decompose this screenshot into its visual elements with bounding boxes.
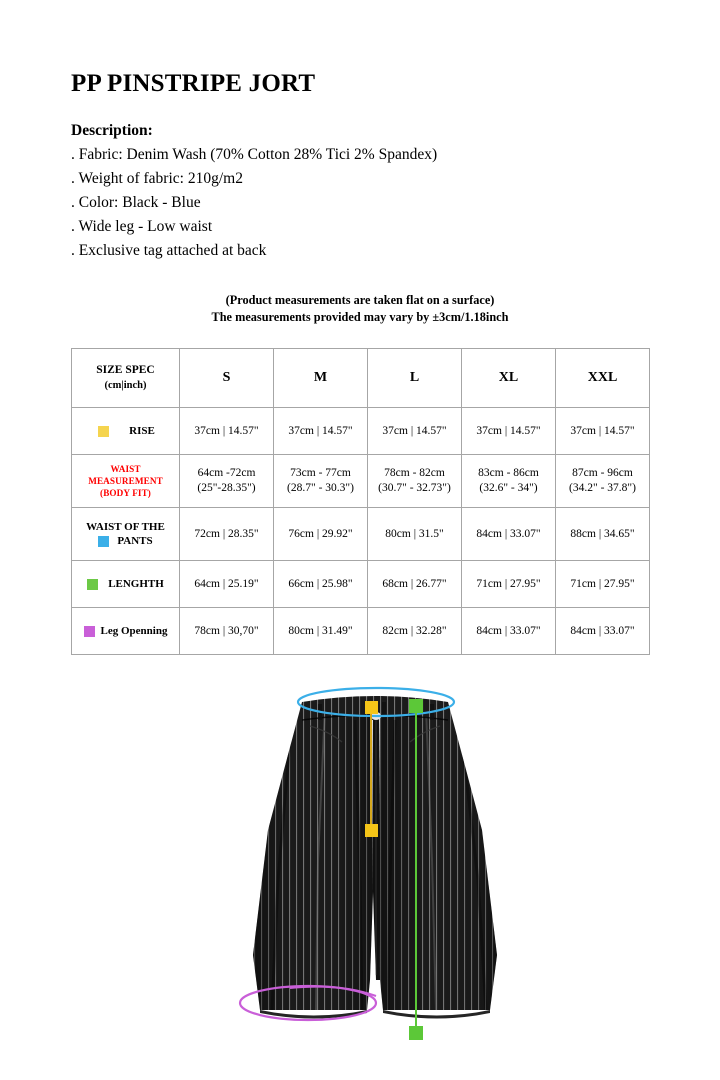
header-size-s: S — [180, 349, 274, 408]
rise-color-swatch-icon — [98, 426, 109, 437]
row-label-waist-of-the-pants-line1: WAIST OF THE — [86, 520, 165, 533]
size-spec-table — [71, 348, 649, 655]
description-line-weight: . Weight of fabric: 210g/m2 — [71, 170, 243, 187]
description-line-tag: . Exclusive tag attached at back — [71, 242, 267, 259]
waist-of-the-pants-value-m: 76cm | 29.92" — [274, 508, 368, 561]
rise-handle-top-icon — [365, 701, 378, 714]
waist-of-the-pants-value-xl: 84cm | 33.07" — [462, 508, 556, 561]
rise-handle-bottom-icon — [365, 824, 378, 837]
description-block — [71, 120, 631, 263]
waist-measurement-value-s-in: (25"-28.35") — [197, 482, 256, 494]
waist-measurement-value-m-cm: 73cm - 77cm — [290, 467, 351, 479]
description-line-color: . Color: Black - Blue — [71, 194, 201, 211]
waist-measurement-value-l-in: (30.7" - 32.73") — [378, 482, 451, 494]
waist-measurement-value-xl — [462, 455, 556, 508]
lenghth-value-m: 66cm | 25.98" — [274, 561, 368, 608]
rise-value-l: 37cm | 14.57" — [368, 408, 462, 455]
row-label-lenghth-text: LENGHTH — [108, 578, 164, 591]
waist-measurement-value-xl-cm: 83cm - 86cm — [478, 467, 539, 479]
header-size-l: L — [368, 349, 462, 408]
lenghth-value-xl: 71cm | 27.95" — [462, 561, 556, 608]
waist-of-the-pants-value-l: 80cm | 31.5" — [368, 508, 462, 561]
rise-value-xxl: 37cm | 14.57" — [556, 408, 650, 455]
row-label-waist-measurement-line3: (BODY FIT) — [100, 488, 151, 498]
waist-measurement-value-s-cm: 64cm -72cm — [197, 467, 256, 479]
table-row-lenghth — [72, 561, 650, 608]
page-title: PP PINSTRIPE JORT — [71, 70, 316, 97]
waist-of-the-pants-color-swatch-icon — [98, 536, 109, 547]
row-label-waist-measurement — [72, 455, 180, 508]
garment-crotch-seam — [373, 702, 380, 980]
waist-measurement-value-xxl — [556, 455, 650, 508]
waist-measurement-value-s — [180, 455, 274, 508]
leg-openning-value-xxl: 84cm | 33.07" — [556, 608, 650, 655]
lenghth-value-s: 64cm | 25.19" — [180, 561, 274, 608]
waist-measurement-value-xxl-cm: 87cm - 96cm — [572, 467, 633, 479]
waist-measurement-value-l — [368, 455, 462, 508]
measurement-notes — [0, 292, 720, 325]
row-label-waist-measurement-line2: MEASUREMENT — [88, 476, 163, 486]
note-flat-surface: (Product measurements are taken flat on a surface) — [225, 293, 495, 307]
garment-right-leg — [375, 700, 505, 1019]
table-row-waist-measurement — [72, 455, 650, 508]
header-size-xxl: XXL — [556, 349, 650, 408]
garment-illustration — [230, 680, 520, 1070]
lenghth-value-l: 68cm | 26.77" — [368, 561, 462, 608]
waist-of-the-pants-value-s: 72cm | 28.35" — [180, 508, 274, 561]
waist-measurement-value-xl-in: (32.6" - 34") — [479, 482, 538, 494]
row-label-rise — [72, 408, 180, 455]
header-size-m: M — [274, 349, 368, 408]
garment-left-leg — [250, 700, 380, 1019]
rise-value-s: 37cm | 14.57" — [180, 408, 274, 455]
row-label-waist-measurement-line1: WAIST — [110, 464, 141, 474]
lenghth-color-swatch-icon — [87, 579, 98, 590]
waist-measurement-value-l-cm: 78cm - 82cm — [384, 467, 445, 479]
leg-openning-value-l: 82cm | 32.28" — [368, 608, 462, 655]
row-label-leg-openning-text: Leg Openning — [100, 625, 168, 638]
lenghth-handle-top-icon — [409, 699, 423, 713]
leg-openning-color-swatch-icon — [84, 626, 95, 637]
table-row-waist-of-the-pants — [72, 508, 650, 561]
description-heading: Description: — [71, 122, 153, 139]
header-size-spec-line1: SIZE SPEC — [96, 364, 155, 376]
note-tolerance: The measurements provided may vary by ±3cm/1.18inch — [211, 309, 509, 324]
description-line-fabric: . Fabric: Denim Wash (70% Cotton 28% Tici 2% Spandex) — [71, 146, 438, 163]
row-label-rise-text: RISE — [129, 425, 155, 438]
rise-value-m: 37cm | 14.57" — [274, 408, 368, 455]
leg-openning-value-s: 78cm | 30,70" — [180, 608, 274, 655]
row-label-lenghth — [72, 561, 180, 608]
row-label-leg-openning — [72, 608, 180, 655]
lenghth-value-xxl: 71cm | 27.95" — [556, 561, 650, 608]
rise-value-xl: 37cm | 14.57" — [462, 408, 556, 455]
row-label-waist-of-the-pants-line2: PANTS — [117, 535, 153, 548]
leg-openning-value-xl: 84cm | 33.07" — [462, 608, 556, 655]
table-row-leg-openning — [72, 608, 650, 655]
leg-openning-value-m: 80cm | 31.49" — [274, 608, 368, 655]
table-header-row — [72, 349, 650, 408]
header-size-spec — [72, 349, 180, 408]
waist-of-the-pants-value-xxl: 88cm | 34.65" — [556, 508, 650, 561]
row-label-waist-of-the-pants — [72, 508, 180, 561]
header-size-xl: XL — [462, 349, 556, 408]
waist-measurement-value-m — [274, 455, 368, 508]
waist-measurement-value-xxl-in: (34.2" - 37.8") — [569, 482, 636, 494]
header-size-spec-line2: (cm|inch) — [104, 380, 147, 391]
description-line-fit: . Wide leg - Low waist — [71, 218, 213, 235]
table-row-rise — [72, 408, 650, 455]
lenghth-handle-bottom-icon — [409, 1026, 423, 1040]
waist-measurement-value-m-in: (28.7" - 30.3") — [287, 482, 354, 494]
